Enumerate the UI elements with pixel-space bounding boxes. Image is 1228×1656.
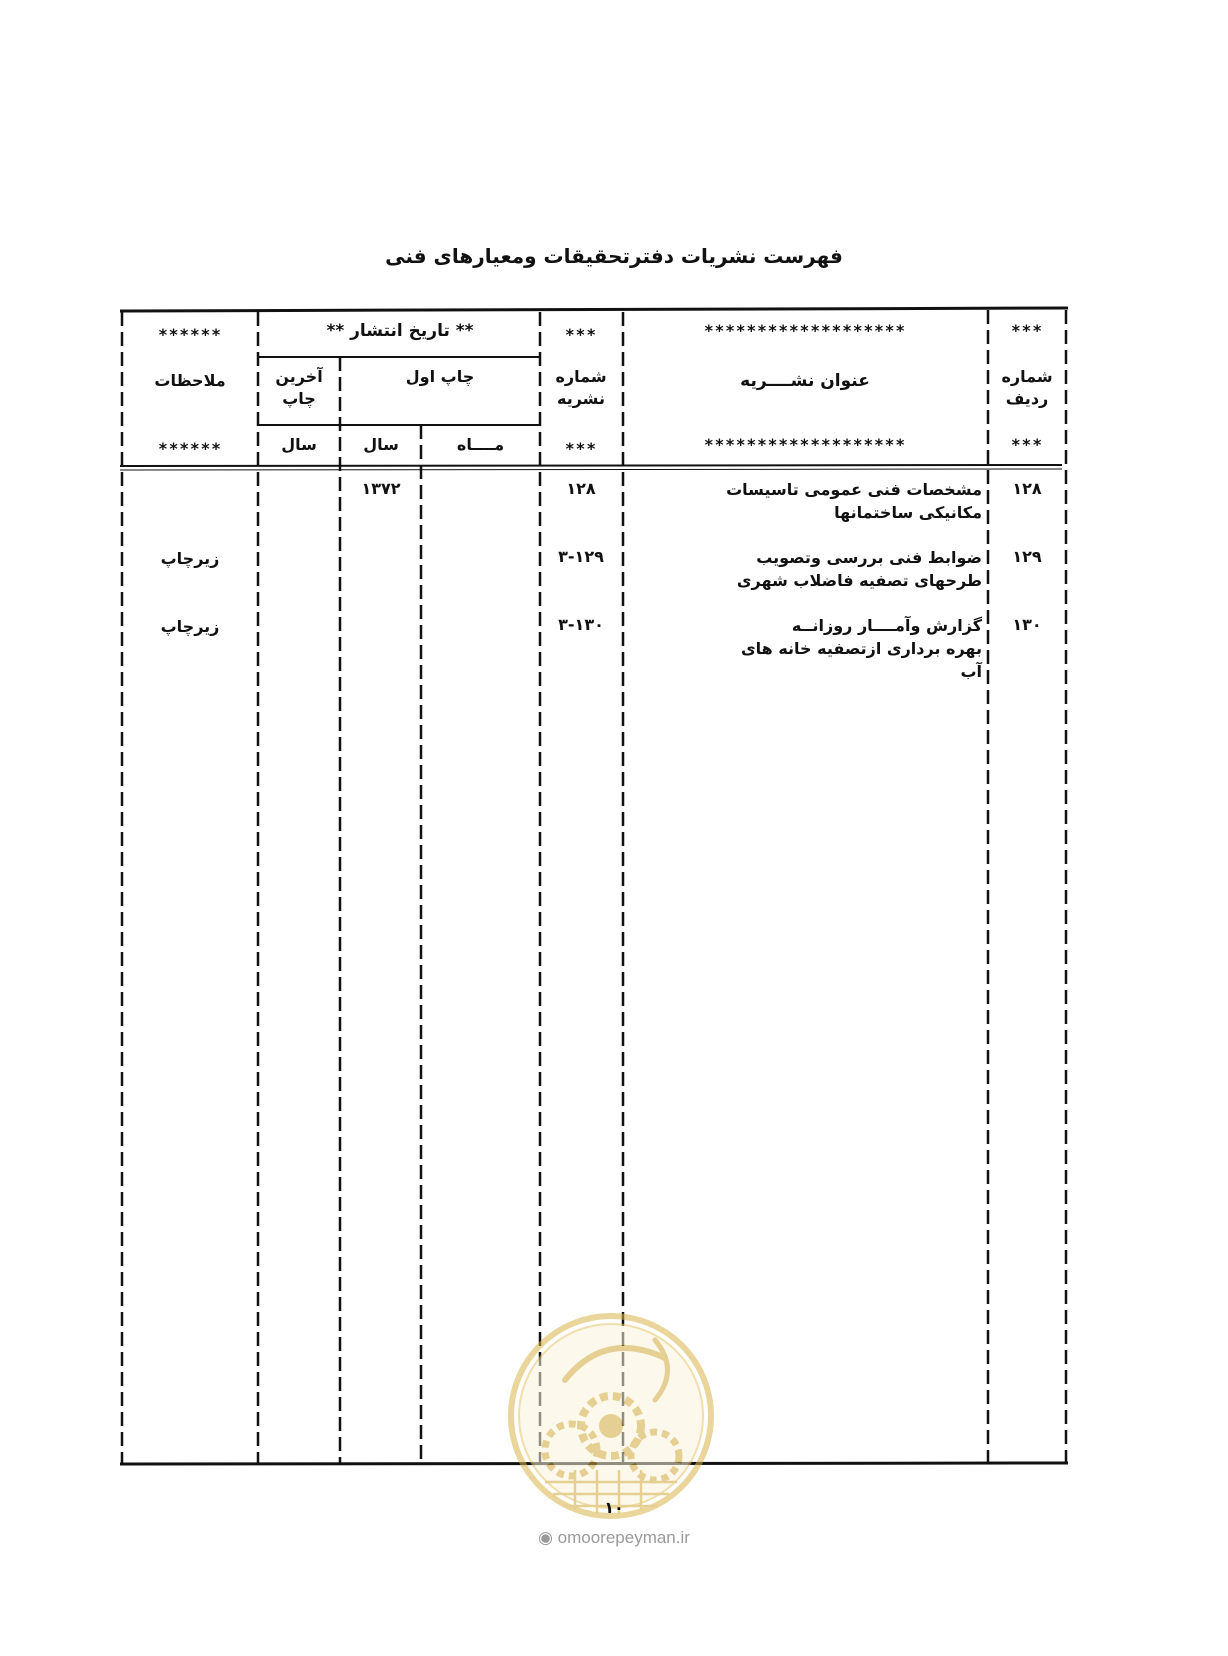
header-first-print: چاپ اول [405, 367, 475, 386]
row-pub-number: ۱۲۸ [566, 479, 596, 498]
header-row-number-stars: *** [1011, 321, 1043, 340]
watermark-url-text: omoorepeyman.ir [557, 1528, 690, 1547]
row-pub-number: ۳-۱۳۰ [558, 615, 604, 634]
row-title-line: مشخصات فنی عمومی تاسیسات [726, 480, 982, 499]
row-title-line: مکانیکی ساختمانها [834, 503, 982, 522]
page-number: ۱۰ [604, 1498, 624, 1517]
watermark-url [0, 1528, 1228, 1548]
header-publication-date: ** تاریخ انتشار ** [326, 321, 474, 341]
subheader-year-first-print: سال [363, 435, 399, 454]
row-number: ۱۲۸ [1012, 479, 1042, 498]
subheader-row-number-stars: *** [1011, 435, 1043, 454]
subheader-remarks-stars: ****** [158, 439, 222, 458]
header-title-stars: ******************* [703, 321, 907, 340]
header-remarks: ملاحظات [154, 371, 226, 390]
row-number: ۱۲۹ [1012, 547, 1042, 566]
header-row-number: شماره ردیف [1001, 367, 1053, 408]
header-last-print: آخرین چاپ [275, 367, 323, 408]
header-pub-number: شماره نشریه [555, 367, 607, 408]
subheader-pub-number-stars: *** [565, 439, 597, 458]
page-title: فهرست نشریات دفترتحقیقات ومعیارهای فنی [385, 244, 843, 268]
row-title-line: طرحهای تصفیه فاضلاب شهری [736, 571, 982, 590]
row-number: ۱۳۰ [1012, 615, 1042, 634]
subheader-month: مــــاه [456, 435, 505, 454]
subheader-year-last-print: سال [281, 435, 317, 454]
watermark-at-icon: ◉ [538, 1528, 553, 1547]
row-pub-number: ۳-۱۲۹ [558, 547, 604, 566]
row-title-line: بهره برداری ازتصفیه خانه های [740, 639, 982, 658]
header-title: عنوان نشــــریه [740, 371, 870, 391]
row-title-line: گزارش وآمــــار روزانــه [791, 616, 982, 635]
row-title-line: ضوابط فنی بررسی وتصویب [756, 548, 982, 567]
row-year-first-print: ۱۳۷۲ [361, 479, 401, 498]
watermark-seal-logo [505, 1310, 717, 1522]
row-remarks: زیرچاپ [160, 549, 220, 568]
header-pub-number-stars: *** [565, 325, 597, 344]
header-remarks-stars: ****** [158, 325, 222, 344]
row-title-line: آب [960, 662, 982, 681]
row-remarks: زیرچاپ [160, 617, 220, 636]
subheader-title-stars: ******************* [703, 435, 907, 454]
